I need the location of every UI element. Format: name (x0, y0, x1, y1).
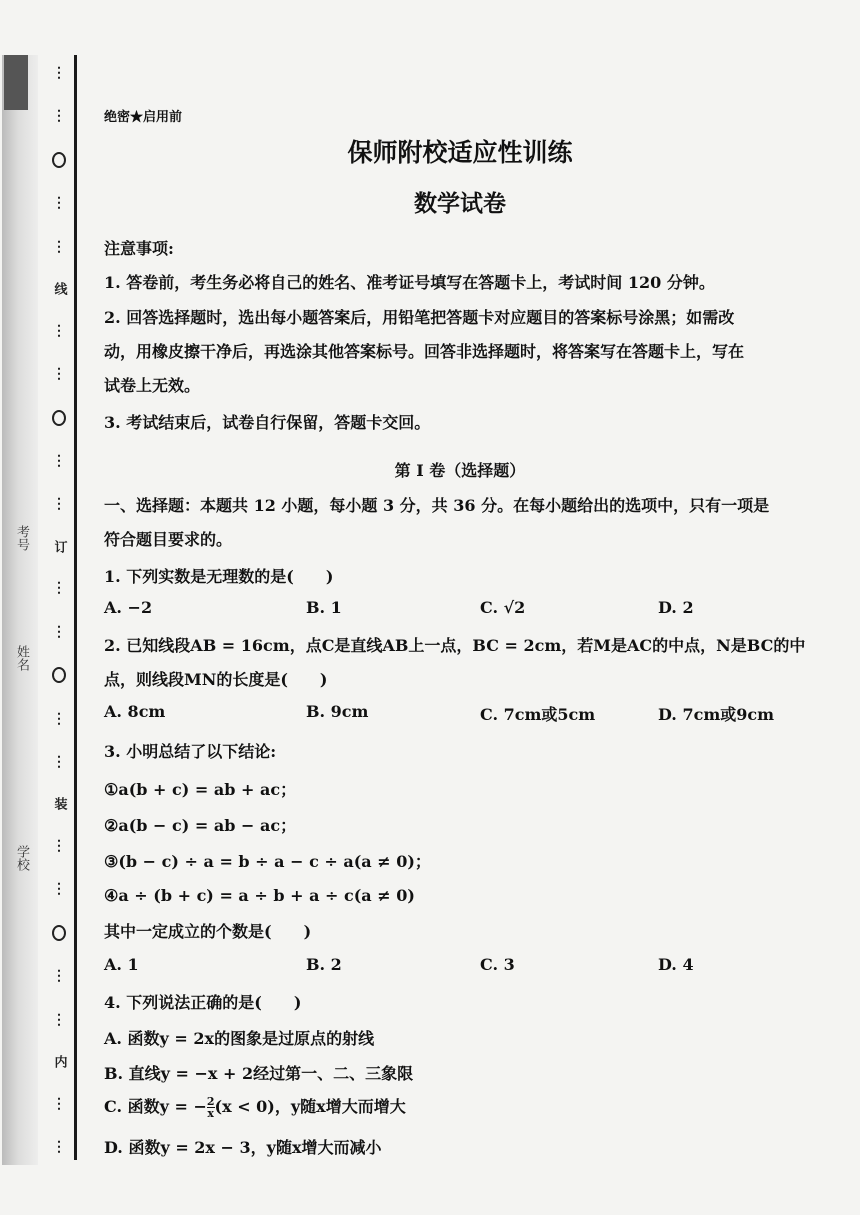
q4-option-c (104, 1094, 406, 1119)
binding-field-name: 姓名 (14, 645, 29, 671)
binding-seal-char: 内 (51, 1055, 67, 1069)
q2-option-b: B. 9cm (306, 702, 369, 721)
q1-option-b: B. 1 (306, 598, 342, 617)
secret-label: 绝密★启用前 (104, 110, 183, 125)
q2-option-a: A. 8cm (104, 702, 166, 721)
q1-option-d: D. 2 (658, 598, 694, 617)
q1-option-c: C. √2 (480, 598, 526, 617)
q3-question: 其中一定成立的个数是( ) (104, 922, 312, 941)
binding-circle-icon (52, 925, 66, 941)
q4-option-c-prefix: C. 函数y = − (104, 1097, 207, 1116)
notice-item-3: 3. 考试结束后，试卷自行保留，答题卡交回。 (104, 413, 431, 432)
q3-item-3: ③(b − c) ÷ a = b ÷ a − c ÷ a(a ≠ 0)； (104, 852, 431, 871)
section-intro-b: 符合题目要求的。 (104, 530, 233, 549)
binding-margin (0, 55, 78, 1165)
q2-stem-a: 2. 已知线段AB = 16cm，点C是直线AB上一点，BC = 2cm，若M是AC的中点，N是BC的中 (104, 636, 806, 655)
q3-item-1: ①a(b + c) = ab + ac； (104, 780, 297, 799)
fraction-denominator: x (207, 1107, 214, 1120)
q3-option-c: C. 3 (480, 955, 515, 974)
q4-option-c-suffix: (x < 0)，y随x增大而增大 (214, 1097, 406, 1116)
binding-seal-char: 装 (51, 797, 67, 811)
page-subtitle: 数学试卷 (414, 190, 506, 217)
binding-field-school: 学校 (14, 845, 29, 871)
binding-dots-column: ⋮ ⋮ ⋮ ⋮ 线 ⋮ ⋮ ⋮ ⋮ 订 ⋮ ⋮ ⋮ ⋮ 装 ⋮ ⋮ ⋮ ⋮ 内 ⋮ ⋮ (51, 65, 67, 1155)
binding-seal-char: 订 (51, 539, 67, 553)
notice-item-2b: 动，用橡皮擦干净后，再选涂其他答案标号。回答非选择题时，将答案写在答题卡上，写在 (104, 342, 745, 361)
binding-seal-char: 线 (51, 282, 67, 296)
q4-option-b: B. 直线y = −x + 2经过第一、二、三象限 (104, 1064, 414, 1083)
q4-stem: 4. 下列说法正确的是( ) (104, 993, 302, 1012)
notice-item-2a: 2. 回答选择题时，选出每小题答案后，用铅笔把答题卡对应题目的答案标号涂黑；如需改 (104, 308, 735, 327)
q3-item-4: ④a ÷ (b + c) = a ÷ b + a ÷ c(a ≠ 0) (104, 886, 415, 905)
page-title: 保师附校适应性训练 (347, 138, 573, 167)
q4-option-c-fraction (207, 1096, 215, 1119)
q3-item-2: ②a(b − c) = ab − ac； (104, 816, 297, 835)
fraction-numerator: 2 (206, 1095, 215, 1108)
binding-field-exam-number: 考号 (14, 525, 29, 551)
q2-option-c: C. 7cm或5cm (480, 705, 596, 724)
q4-option-a: A. 函数y = 2x的图象是过原点的射线 (104, 1029, 375, 1048)
binding-circle-icon (52, 667, 66, 683)
q3-stem: 3. 小明总结了以下结论: (104, 742, 277, 761)
q1-stem: 1. 下列实数是无理数的是( ) (104, 567, 334, 586)
q2-stem-b: 点，则线段MN的长度是( ) (104, 670, 328, 689)
q1-option-a: A. −2 (104, 598, 153, 617)
binding-shadow (2, 55, 38, 1165)
binding-line (74, 55, 77, 1160)
binding-dark-corner (4, 55, 28, 110)
q3-option-b: B. 2 (306, 955, 342, 974)
q3-option-a: A. 1 (104, 955, 139, 974)
binding-circle-icon (52, 410, 66, 426)
q4-option-d: D. 函数y = 2x − 3，y随x增大而减小 (104, 1138, 382, 1157)
section-intro-a: 一、选择题：本题共 12 小题，每小题 3 分，共 36 分。在每小题给出的选项中，只有一项是 (104, 496, 770, 515)
q2-option-d: D. 7cm或9cm (658, 705, 775, 724)
notice-item-1: 1. 答卷前，考生务必将自己的姓名、准考证号填写在答题卡上，考试时间 120 分钟。 (104, 273, 715, 292)
notice-item-2c: 试卷上无效。 (104, 376, 201, 395)
notice-heading: 注意事项: (104, 239, 174, 258)
q3-option-d: D. 4 (658, 955, 694, 974)
section-title: 第 I 卷（选择题） (394, 461, 526, 480)
